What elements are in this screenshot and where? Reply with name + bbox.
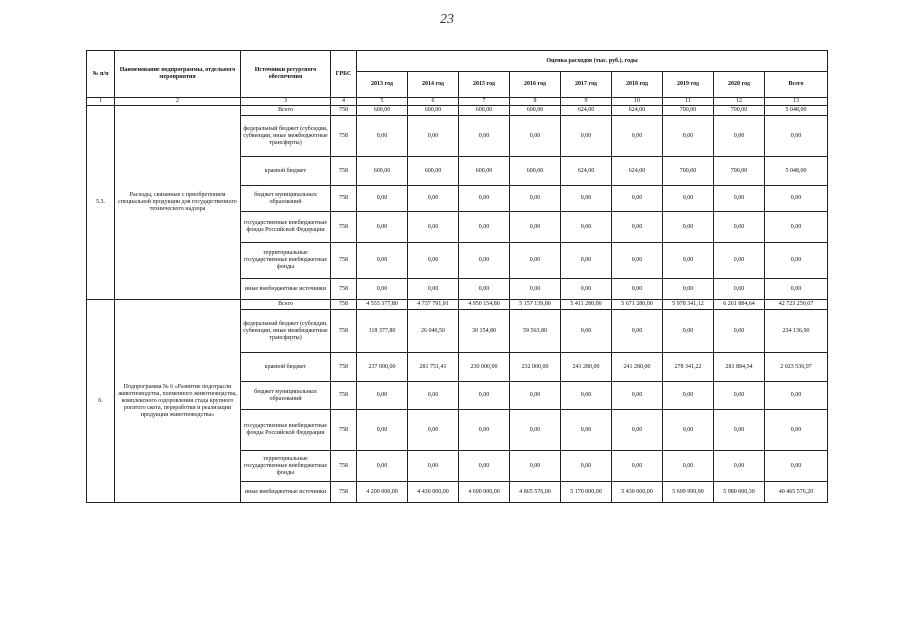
funding-source: Всего (241, 300, 331, 310)
funding-source: иные внебюджетные источники (241, 482, 331, 503)
amount-cell: 237 000,00 (357, 353, 408, 382)
amount-cell: 0,00 (459, 410, 510, 451)
amount-cell: 4 865 576,00 (510, 482, 561, 503)
amount-cell: 0,00 (765, 382, 828, 410)
amount-cell: 0,00 (765, 116, 828, 157)
amount-cell: 0,00 (408, 243, 459, 279)
amount-cell: 278 341,22 (663, 353, 714, 382)
column-number: 9 (561, 98, 612, 106)
amount-cell: 5 978 341,12 (663, 300, 714, 310)
amount-cell: 5 048,00 (765, 157, 828, 186)
grbs-code: 758 (331, 353, 357, 382)
amount-cell: 624,00 (612, 157, 663, 186)
amount-cell: 0,00 (510, 451, 561, 482)
amount-cell: 0,00 (612, 212, 663, 243)
amount-cell: 0,00 (408, 116, 459, 157)
amount-cell: 5 671 280,00 (612, 300, 663, 310)
amount-cell: 4 430 000,00 (408, 482, 459, 503)
amount-cell: 0,00 (663, 410, 714, 451)
amount-cell: 4 200 000,00 (357, 482, 408, 503)
amount-cell: 0,00 (510, 382, 561, 410)
header-source: Источники ресурсного обеспечения (241, 51, 331, 98)
column-number: 6 (408, 98, 459, 106)
funding-source: бюджет муниципальных образований (241, 186, 331, 212)
amount-cell: 700,00 (663, 106, 714, 116)
amount-cell: 0,00 (408, 279, 459, 300)
amount-cell: 232 000,00 (510, 353, 561, 382)
column-number: 7 (459, 98, 510, 106)
amount-cell: 6 261 884,64 (714, 300, 765, 310)
amount-cell: 26 040,50 (408, 310, 459, 353)
amount-cell: 624,00 (612, 106, 663, 116)
amount-cell: 5 699 999,90 (663, 482, 714, 503)
amount-cell: 0,00 (408, 410, 459, 451)
amount-cell: 0,00 (612, 243, 663, 279)
row-number: 5.3. (87, 106, 115, 300)
amount-cell: 0,00 (357, 212, 408, 243)
amount-cell: 0,00 (357, 451, 408, 482)
header-year-6: 2019 год (663, 72, 714, 98)
column-number: 10 (612, 98, 663, 106)
amount-cell: 600,00 (408, 106, 459, 116)
amount-cell: 0,00 (765, 451, 828, 482)
amount-cell: 4 690 000,00 (459, 482, 510, 503)
amount-cell: 700,00 (663, 157, 714, 186)
amount-cell: 0,00 (663, 116, 714, 157)
column-number: 12 (714, 98, 765, 106)
amount-cell: 600,00 (408, 157, 459, 186)
amount-cell: 700,00 (714, 106, 765, 116)
amount-cell: 0,00 (714, 451, 765, 482)
amount-cell: 0,00 (357, 410, 408, 451)
grbs-code: 758 (331, 279, 357, 300)
row-number: 6. (87, 300, 115, 503)
header-year-0: 2013 год (357, 72, 408, 98)
amount-cell: 0,00 (459, 451, 510, 482)
header-year-2: 2015 год (459, 72, 510, 98)
amount-cell: 600,00 (459, 157, 510, 186)
amount-cell: 4 737 791,91 (408, 300, 459, 310)
funding-source: Всего (241, 106, 331, 116)
amount-cell: 0,00 (714, 116, 765, 157)
amount-cell: 0,00 (714, 410, 765, 451)
expense-table (86, 50, 828, 503)
header-year-4: 2017 год (561, 72, 612, 98)
amount-cell: 59 563,80 (510, 310, 561, 353)
amount-cell: 0,00 (714, 243, 765, 279)
amount-cell: 600,00 (459, 106, 510, 116)
amount-cell: 0,00 (561, 212, 612, 243)
amount-cell: 2 023 536,97 (765, 353, 828, 382)
amount-cell: 5 048,00 (765, 106, 828, 116)
grbs-code: 758 (331, 212, 357, 243)
column-number: 13 (765, 98, 828, 106)
amount-cell: 0,00 (663, 243, 714, 279)
header-estimate: Оценка расходов (тыс. руб.), годы (357, 51, 828, 72)
amount-cell: 0,00 (408, 382, 459, 410)
column-number: 2 (115, 98, 241, 106)
amount-cell: 0,00 (765, 410, 828, 451)
column-number: 11 (663, 98, 714, 106)
column-number: 8 (510, 98, 561, 106)
amount-cell: 0,00 (612, 186, 663, 212)
amount-cell: 0,00 (561, 310, 612, 353)
funding-source: федеральный бюджет (субсидии, субвенции, иные межбюджетные трансферты) (241, 116, 331, 157)
funding-source: территориальные государственные внебюджетные фонды (241, 451, 331, 482)
amount-cell: 4 950 154,80 (459, 300, 510, 310)
funding-source: бюджет муниципальных образований (241, 382, 331, 410)
amount-cell: 0,00 (612, 310, 663, 353)
row-name: Расходы, связанные с приобретением специальной продукции для государственного технического надзора (115, 106, 241, 300)
amount-cell: 0,00 (612, 451, 663, 482)
amount-cell: 600,00 (510, 106, 561, 116)
amount-cell: 241 280,00 (561, 353, 612, 382)
amount-cell: 0,00 (663, 382, 714, 410)
column-number: 4 (331, 98, 357, 106)
amount-cell: 4 555 377,80 (357, 300, 408, 310)
amount-cell: 624,00 (561, 157, 612, 186)
amount-cell: 0,00 (459, 116, 510, 157)
grbs-code: 758 (331, 310, 357, 353)
amount-cell: 0,00 (612, 410, 663, 451)
amount-cell: 0,00 (357, 116, 408, 157)
amount-cell: 0,00 (561, 116, 612, 157)
grbs-code: 758 (331, 410, 357, 451)
header-year-8: Всего (765, 72, 828, 98)
amount-cell: 0,00 (510, 212, 561, 243)
table-row (87, 106, 828, 116)
amount-cell: 0,00 (663, 451, 714, 482)
amount-cell: 281 884,34 (714, 353, 765, 382)
amount-cell: 0,00 (612, 279, 663, 300)
amount-cell: 0,00 (459, 382, 510, 410)
amount-cell: 600,00 (510, 157, 561, 186)
grbs-code: 758 (331, 116, 357, 157)
funding-source: государственные внебюджетные фонды Российской Федерации (241, 410, 331, 451)
amount-cell: 0,00 (510, 410, 561, 451)
amount-cell: 0,00 (612, 382, 663, 410)
amount-cell: 234 136,90 (765, 310, 828, 353)
amount-cell: 600,00 (357, 157, 408, 186)
amount-cell: 0,00 (459, 212, 510, 243)
amount-cell: 0,00 (408, 212, 459, 243)
amount-cell: 5 157 139,80 (510, 300, 561, 310)
amount-cell: 0,00 (561, 382, 612, 410)
amount-cell: 700,00 (714, 157, 765, 186)
amount-cell: 0,00 (714, 212, 765, 243)
amount-cell: 0,00 (714, 310, 765, 353)
funding-source: федеральный бюджет (субсидии, субвенции, иные межбюджетные трансферты) (241, 310, 331, 353)
header-year-7: 2020 год (714, 72, 765, 98)
amount-cell: 0,00 (510, 279, 561, 300)
page-number: 23 (440, 12, 454, 27)
amount-cell: 0,00 (561, 410, 612, 451)
amount-cell: 0,00 (765, 243, 828, 279)
grbs-code: 758 (331, 243, 357, 279)
grbs-code: 758 (331, 451, 357, 482)
amount-cell: 0,00 (408, 186, 459, 212)
amount-cell: 5 170 000,00 (561, 482, 612, 503)
amount-cell: 0,00 (459, 279, 510, 300)
header-year-5: 2018 год (612, 72, 663, 98)
amount-cell: 0,00 (561, 243, 612, 279)
amount-cell: 230 000,00 (459, 353, 510, 382)
column-number: 3 (241, 98, 331, 106)
header-year-3: 2016 год (510, 72, 561, 98)
amount-cell: 0,00 (663, 212, 714, 243)
amount-cell: 0,00 (714, 382, 765, 410)
amount-cell: 624,00 (561, 106, 612, 116)
amount-cell: 0,00 (357, 243, 408, 279)
header-grbs: ГРБС (331, 51, 357, 98)
row-name: Подпрограмма № 6 «Развитие подотрасли животноводства, племенного животноводства, комплексного оздоровления стада крупного рогатого скота, переработки и реализации продукции животноводства» (115, 300, 241, 503)
column-numbers-row (87, 98, 828, 106)
amount-cell: 0,00 (561, 279, 612, 300)
header-year-1: 2014 год (408, 72, 459, 98)
amount-cell: 0,00 (459, 186, 510, 212)
funding-source: государственные внебюджетные фонды Российской Федерации (241, 212, 331, 243)
column-number: 1 (87, 98, 115, 106)
amount-cell: 0,00 (510, 116, 561, 157)
amount-cell: 5 430 000,00 (612, 482, 663, 503)
header-num: № п/п (87, 51, 115, 98)
amount-cell: 0,00 (510, 186, 561, 212)
amount-cell: 0,00 (357, 382, 408, 410)
amount-cell: 0,00 (561, 451, 612, 482)
amount-cell: 42 723 250,07 (765, 300, 828, 310)
amount-cell: 0,00 (357, 279, 408, 300)
grbs-code: 758 (331, 382, 357, 410)
amount-cell: 0,00 (408, 451, 459, 482)
amount-cell: 30 154,80 (459, 310, 510, 353)
amount-cell: 0,00 (459, 243, 510, 279)
amount-cell: 0,00 (663, 279, 714, 300)
grbs-code: 758 (331, 482, 357, 503)
header-name: Наименование подпрограммы, отдельного мероприятия (115, 51, 241, 98)
amount-cell: 0,00 (765, 279, 828, 300)
funding-source: иные внебюджетные источники (241, 279, 331, 300)
grbs-code: 758 (331, 300, 357, 310)
amount-cell: 118 377,80 (357, 310, 408, 353)
amount-cell: 281 751,41 (408, 353, 459, 382)
amount-cell: 40 465 576,20 (765, 482, 828, 503)
amount-cell: 0,00 (765, 212, 828, 243)
amount-cell: 0,00 (714, 186, 765, 212)
amount-cell: 241 280,00 (612, 353, 663, 382)
table-row (87, 300, 828, 310)
grbs-code: 758 (331, 157, 357, 186)
amount-cell: 5 980 000,30 (714, 482, 765, 503)
funding-source: территориальные государственные внебюджетные фонды (241, 243, 331, 279)
grbs-code: 758 (331, 106, 357, 116)
amount-cell: 0,00 (510, 243, 561, 279)
amount-cell: 0,00 (765, 186, 828, 212)
amount-cell: 0,00 (561, 186, 612, 212)
amount-cell: 0,00 (357, 186, 408, 212)
amount-cell: 0,00 (663, 310, 714, 353)
grbs-code: 758 (331, 186, 357, 212)
funding-source: краевой бюджет (241, 353, 331, 382)
amount-cell: 600,00 (357, 106, 408, 116)
amount-cell: 0,00 (663, 186, 714, 212)
column-number: 5 (357, 98, 408, 106)
amount-cell: 0,00 (714, 279, 765, 300)
amount-cell: 5 411 280,00 (561, 300, 612, 310)
amount-cell: 0,00 (612, 116, 663, 157)
funding-source: краевой бюджет (241, 157, 331, 186)
